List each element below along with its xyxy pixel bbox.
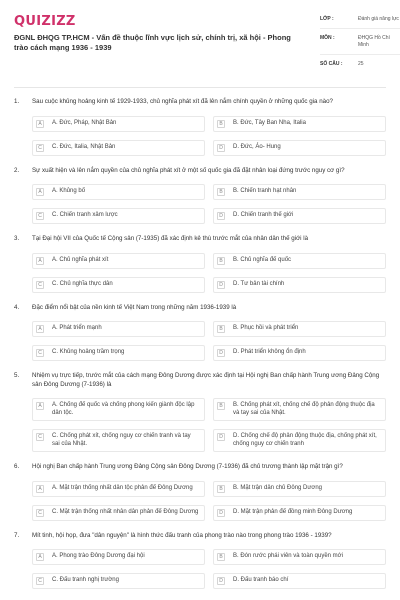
option-letter-box: A xyxy=(36,553,44,561)
answer-option[interactable] xyxy=(32,116,205,132)
answer-options xyxy=(14,481,386,521)
question-number: 4. xyxy=(14,303,20,311)
option-text: D. Mặt trận phản đế đồng minh Đông Dương xyxy=(233,508,353,515)
option-letter-box: A xyxy=(36,120,44,128)
option-letter-box: D xyxy=(217,433,225,441)
answer-option[interactable] xyxy=(32,140,205,156)
question-head xyxy=(14,532,386,541)
question-item xyxy=(14,463,386,521)
option-letter-box: D xyxy=(217,144,225,152)
answer-option[interactable] xyxy=(32,208,205,224)
answer-option[interactable] xyxy=(213,321,386,337)
option-text: C. Khủng hoảng trầm trọng xyxy=(52,349,125,355)
quizizz-logo: QUIZIZZ xyxy=(14,14,76,29)
option-letter-box: B xyxy=(217,120,225,128)
option-letter-box: B xyxy=(217,485,225,493)
option-text: B. Mặt trận dân chủ Đông Dương xyxy=(233,484,322,491)
option-letter-box: A xyxy=(36,485,44,493)
question-head xyxy=(14,463,386,472)
question-text: Nhiệm vụ trực tiếp, trước mắt của cách mạng Đông Dương được xác định tại Hội nghị Ban chấp hành Trung ương Đảng Cộng sản Đông Dương (7-1936) là xyxy=(32,372,380,388)
answer-option[interactable] xyxy=(32,481,205,497)
question-number: 7. xyxy=(14,531,20,539)
option-text: B. Chiến tranh hạt nhân xyxy=(233,188,297,194)
answer-option[interactable] xyxy=(213,345,386,361)
option-letter-box: B xyxy=(217,188,225,196)
option-letter-box: C xyxy=(36,577,44,585)
answer-options xyxy=(14,549,386,589)
question-head xyxy=(14,372,386,389)
question-head xyxy=(14,167,386,176)
answer-option[interactable] xyxy=(32,253,205,269)
option-text: A. Phát triển mạnh xyxy=(52,325,102,331)
option-text: C. Đấu tranh nghị trường xyxy=(52,577,119,583)
answer-option[interactable] xyxy=(213,253,386,269)
answer-option[interactable] xyxy=(213,481,386,497)
question-number: 3. xyxy=(14,235,20,242)
answer-option[interactable] xyxy=(213,184,386,200)
question-number: 1. xyxy=(14,98,20,105)
option-text: B. Chủ nghĩa đế quốc xyxy=(233,256,292,263)
option-letter-box: D xyxy=(217,281,225,289)
option-text: B. Đón rước phái viên và toàn quyền mới xyxy=(233,553,343,559)
answer-option[interactable] xyxy=(213,398,386,421)
option-letter-box: C xyxy=(36,281,44,289)
option-letter-box: D xyxy=(217,577,225,585)
option-letter-box: D xyxy=(217,212,225,220)
option-text: D. Đấu tranh báo chí xyxy=(233,577,289,583)
option-letter-box: B xyxy=(217,257,225,265)
option-text: A. Khủng bố xyxy=(52,188,86,194)
option-letter-box: C xyxy=(36,144,44,152)
question-number: 6. xyxy=(14,463,20,470)
info-row-class xyxy=(320,10,400,29)
worksheet-title: ĐGNL ĐHQG TP.HCM - Vấn đề thuộc lĩnh vực lịch sử, chính trị, xã hội - Phong trào cách mạng 1936 - 1939 xyxy=(14,33,291,52)
question-item xyxy=(14,304,386,362)
option-text: D. Phát triển không ổn định xyxy=(233,349,306,355)
answer-option[interactable] xyxy=(213,208,386,224)
question-item xyxy=(14,98,386,156)
option-letter-box: A xyxy=(36,188,44,196)
info-value: ĐHQG Hồ Chí Minh xyxy=(358,35,390,48)
answer-options xyxy=(14,116,386,156)
question-text: Sau cuộc khủng hoảng kinh tế 1929-1933, chủ nghĩa phát xít đã lên nắm chính quyền ở những quốc gia nào? xyxy=(32,98,333,105)
option-letter-box: B xyxy=(217,325,225,333)
answer-option[interactable] xyxy=(32,321,205,337)
option-text: D. Chiến tranh thế giới xyxy=(233,212,294,218)
question-text: Hội nghị Ban chấp hành Trung ương Đảng Cộng sản Đông Dương (7-1936) đã chủ trương thành lập mặt trận gì? xyxy=(32,463,343,470)
option-letter-box: A xyxy=(36,402,44,410)
answer-option[interactable] xyxy=(32,573,205,589)
info-label: MÔN : xyxy=(320,35,335,41)
option-text: B. Chống phát xít, chống chế độ phản động thuộc địa và tay sai của Nhật. xyxy=(233,402,375,416)
info-panel xyxy=(320,10,400,73)
answer-option[interactable] xyxy=(32,277,205,293)
info-label: SỐ CÂU : xyxy=(320,61,343,67)
option-letter-box: B xyxy=(217,402,225,410)
option-text: D. Chống chế độ phản động thuộc địa, chống phát xít, chống nguy cơ chiến tranh xyxy=(233,433,377,447)
option-letter-box: C xyxy=(36,509,44,517)
option-text: C. Chủ nghĩa thực dân xyxy=(52,280,113,287)
answer-option[interactable] xyxy=(32,184,205,200)
option-text: D. Đức, Áo- Hung xyxy=(233,143,281,150)
question-text: Sự xuất hiện và lên nắm quyền của chủ nghĩa phát xít ở một số quốc gia đã đặt nhân loại đứng trước nguy cơ gì? xyxy=(32,166,345,174)
answer-option[interactable] xyxy=(32,398,205,421)
answer-option[interactable] xyxy=(213,116,386,132)
answer-option[interactable] xyxy=(213,140,386,156)
option-text: A. Phong trào Đông Dương đại hội xyxy=(52,553,145,559)
option-letter-box: A xyxy=(36,257,44,265)
answer-option[interactable] xyxy=(213,505,386,521)
worksheet-header xyxy=(14,0,399,88)
question-text: Đặc điểm nổi bật của nền kinh tế Việt Nam trong những năm 1936-1939 là xyxy=(32,303,237,311)
answer-option[interactable] xyxy=(32,505,205,521)
question-item xyxy=(14,235,386,293)
question-item xyxy=(14,532,386,590)
option-text: B. Đức, Tây Ban Nha, Italia xyxy=(233,119,306,126)
question-head xyxy=(14,235,386,244)
option-letter-box: B xyxy=(217,553,225,561)
answer-options xyxy=(14,398,386,452)
question-item xyxy=(14,167,386,225)
option-text: C. Mặt trận thống nhất nhân dân phản đế Đông Dương xyxy=(52,508,199,515)
answer-option[interactable] xyxy=(213,549,386,565)
info-value: Đánh giá năng lực xyxy=(358,16,399,22)
question-number: 5. xyxy=(14,372,20,379)
option-letter-box: C xyxy=(36,349,44,357)
option-text: A. Mặt trận thống nhất dân tộc phản đế Đông Dương xyxy=(52,484,193,491)
option-text: C. Đức, Italia, Nhật Bản xyxy=(52,143,116,150)
answer-options xyxy=(14,321,386,361)
option-letter-box: A xyxy=(36,325,44,333)
question-number: 2. xyxy=(14,166,20,174)
answer-option[interactable] xyxy=(32,429,205,452)
answer-option[interactable] xyxy=(32,345,205,361)
answer-option[interactable] xyxy=(213,573,386,589)
option-letter-box: D xyxy=(217,349,225,357)
question-head xyxy=(14,98,386,107)
option-text: A. Chống đế quốc và chống phong kiến giành độc lập dân tộc. xyxy=(52,402,195,416)
option-text: A. Chủ nghĩa phát xít xyxy=(52,256,109,263)
option-letter-box: D xyxy=(217,509,225,517)
question-head xyxy=(14,304,386,313)
answer-options xyxy=(14,184,386,224)
info-label: LỚP : xyxy=(320,16,334,22)
option-letter-box: C xyxy=(36,212,44,220)
question-text: Mít tinh, hội họp, đưa "dân nguyện" là hình thức đấu tranh của phong trào nào trong phong trào 1936 - 1939? xyxy=(32,531,332,539)
answer-options xyxy=(14,253,386,293)
question-list xyxy=(14,88,386,589)
info-value: 25 xyxy=(358,61,364,67)
answer-option[interactable] xyxy=(213,429,386,452)
answer-option[interactable] xyxy=(32,549,205,565)
option-letter-box: C xyxy=(36,433,44,441)
info-row-count xyxy=(320,55,400,73)
option-text: D. Tư bản tài chính xyxy=(233,280,285,287)
option-text: C. Chống phát xít, chống nguy cơ chiến tranh và tay sai của Nhật. xyxy=(52,433,191,447)
option-text: A. Đức, Pháp, Nhật Bản xyxy=(52,119,117,126)
answer-option[interactable] xyxy=(213,277,386,293)
question-text: Tại Đại hội VII của Quốc tế Cộng sản (7-1935) đã xác định kẻ thù trước mắt của nhân dân thế giới là xyxy=(32,235,309,242)
option-text: C. Chiến tranh xâm lược xyxy=(52,212,118,218)
option-text: B. Phục hồi và phát triển xyxy=(233,325,299,331)
info-row-subject xyxy=(320,29,400,55)
question-item xyxy=(14,372,386,452)
